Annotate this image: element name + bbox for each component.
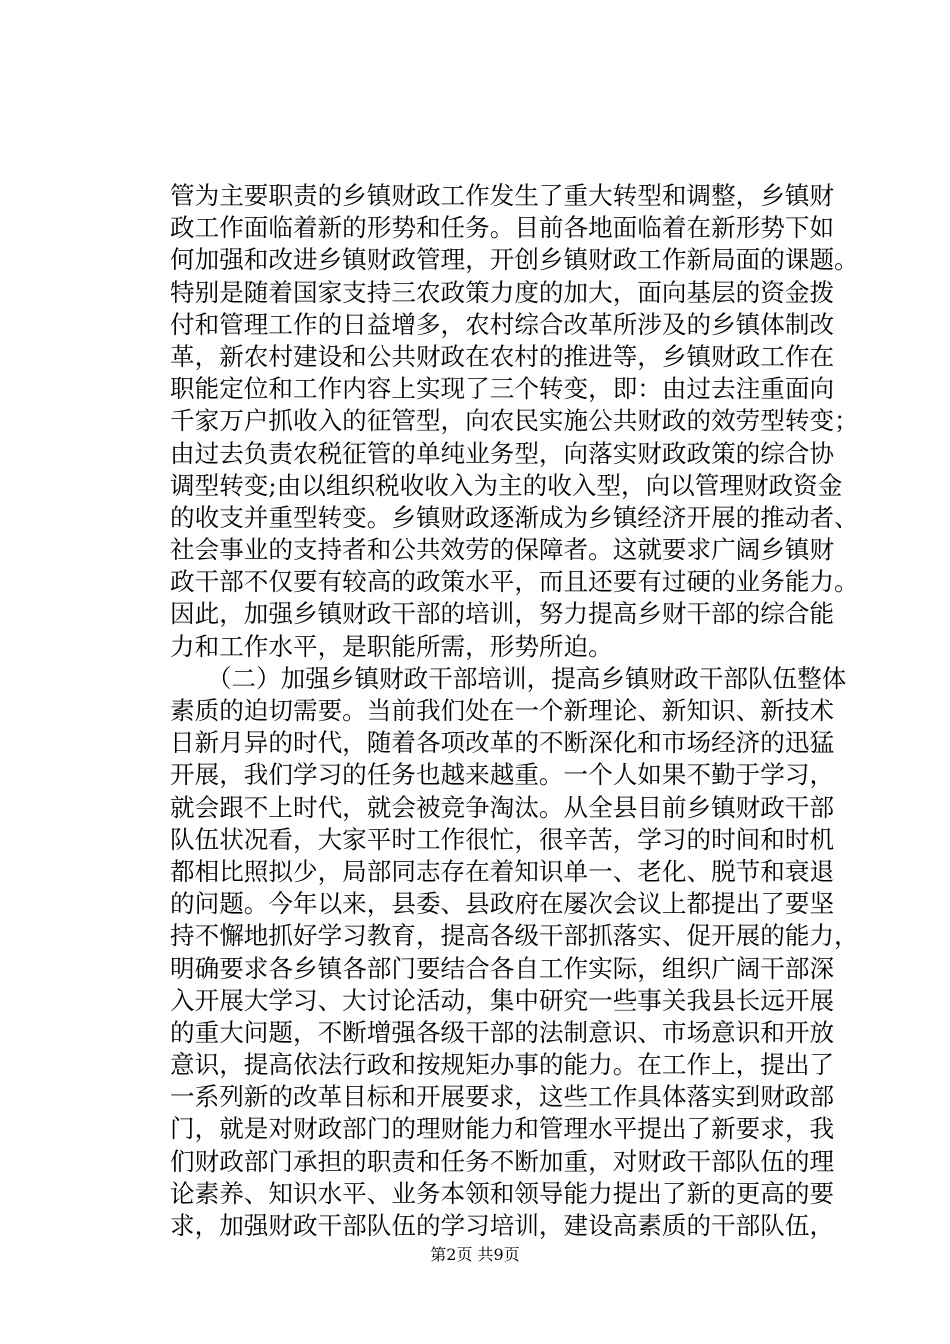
text-line: 付和管理工作的日益增多，农村综合改革所涉及的乡镇体制改 bbox=[170, 309, 835, 339]
text-line: 社会事业的支持者和公共效劳的保障者。这就要求广阔乡镇财 bbox=[170, 535, 835, 565]
text-line: 因此，加强乡镇财政干部的培训，努力提高乡财干部的综合能 bbox=[170, 599, 835, 629]
text-line: 论素养、知识水平、业务本领和领导能力提出了新的更高的要 bbox=[170, 1178, 835, 1208]
page-footer: 第2页 共9页 bbox=[430, 1245, 520, 1264]
text-line: 力和工作水平，是职能所需，形势所迫。 bbox=[170, 631, 613, 661]
text-line: 都相比照拟少，局部同志存在着知识单一、老化、脱节和衰退 bbox=[170, 856, 835, 886]
text-line: 们财政部门承担的职责和任务不断加重，对财政干部队伍的理 bbox=[170, 1146, 835, 1176]
body-text bbox=[170, 180, 870, 1242]
text-line: 的问题。今年以来，县委、县政府在屡次会议上都提出了要坚 bbox=[170, 889, 835, 919]
text-line: 革，新农村建设和公共财政在农村的推进等，乡镇财政工作在 bbox=[170, 341, 835, 371]
text-line: 求，加强财政干部队伍的学习培训，建设高素质的干部队伍， bbox=[170, 1211, 835, 1240]
text-line: 日新月异的时代，随着各项改革的不断深化和市场经济的迅猛 bbox=[170, 728, 835, 758]
text-line: 意识，提高依法行政和按规矩办事的能力。在工作上，提出了 bbox=[170, 1050, 835, 1080]
text-line: 队伍状况看，大家平时工作很忙，很辛苦，学习的时间和时机 bbox=[170, 824, 835, 854]
text-line: 职能定位和工作内容上实现了三个转变，即：由过去注重面向 bbox=[170, 374, 835, 404]
text-line: 明确要求各乡镇各部门要结合各自工作实际，组织广阔干部深 bbox=[170, 953, 835, 983]
text-line: 素质的迫切需要。当前我们处在一个新理论、新知识、新技术 bbox=[170, 696, 835, 725]
text-line: 开展，我们学习的任务也越来越重。一个人如果不勤于学习， bbox=[170, 760, 835, 790]
text-line: 门，就是对财政部门的理财能力和管理水平提出了新要求，我 bbox=[170, 1114, 835, 1144]
text-line: 调型转变;由以组织税收收入为主的收入型，向以管理财政资金 bbox=[170, 470, 843, 500]
text-line: （二）加强乡镇财政干部培训，提高乡镇财政干部队伍整体 bbox=[170, 663, 847, 693]
text-line: 特别是随着国家支持三农政策力度的加大，面向基层的资金拨 bbox=[170, 277, 835, 307]
text-line: 政干部不仅要有较高的政策水平，而且还要有过硬的业务能力。 bbox=[170, 567, 859, 597]
text-line: 的重大问题，不断增强各级干部的法制意识、市场意识和开放 bbox=[170, 1017, 835, 1047]
text-line: 管为主要职责的乡镇财政工作发生了重大转型和调整，乡镇财 bbox=[170, 181, 835, 210]
text-line: 政工作面临着新的形势和任务。目前各地面临着在新形势下如 bbox=[170, 213, 835, 243]
text-line: 何加强和改进乡镇财政管理，开创乡镇财政工作新局面的课题。 bbox=[170, 245, 859, 275]
text-line: 千家万户抓收入的征管型，向农民实施公共财政的效劳型转变； bbox=[170, 406, 859, 436]
text-line: 一系列新的改革目标和开展要求，这些工作具体落实到财政部 bbox=[170, 1082, 835, 1112]
text-line: 入开展大学习、大讨论活动，集中研究一些事关我县长远开展 bbox=[170, 985, 835, 1015]
text-line: 由过去负责农税征管的单纯业务型，向落实财政政策的综合协 bbox=[170, 438, 835, 468]
text-line: 持不懈地抓好学习教育，提高各级干部抓落实、促开展的能力， bbox=[170, 921, 859, 951]
text-line: 的收支并重型转变。乡镇财政逐渐成为乡镇经济开展的推动者、 bbox=[170, 502, 859, 532]
text-line: 就会跟不上时代，就会被竞争淘汰。从全县目前乡镇财政干部 bbox=[170, 792, 835, 822]
